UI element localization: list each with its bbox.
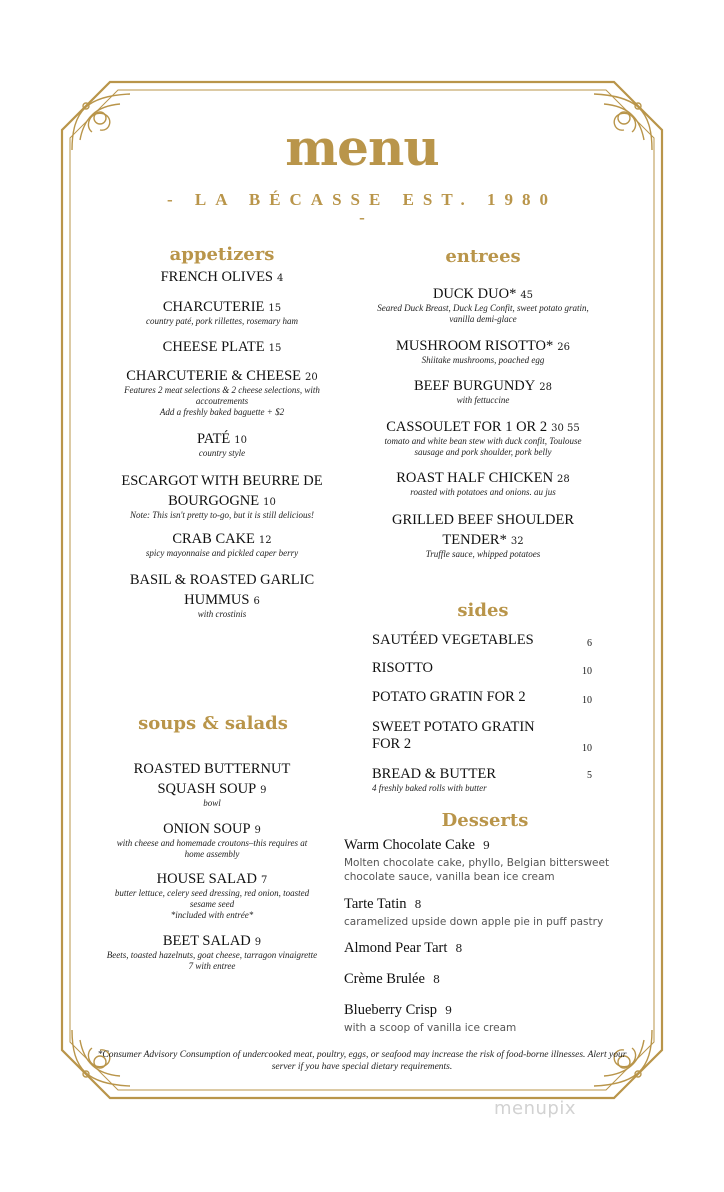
list-item — [372, 375, 594, 406]
item-name: BREAD & BUTTER — [372, 766, 497, 782]
list-item — [344, 968, 644, 988]
menu-title: menu — [285, 118, 439, 177]
list-item — [372, 416, 594, 458]
item-description: roasted with potatoes and onions. au jus — [410, 487, 556, 497]
list-item — [112, 296, 332, 327]
item-price: 28 — [557, 474, 570, 485]
watermark: menupix — [494, 1098, 577, 1119]
item-price: 9 — [445, 1004, 453, 1017]
item-price: 10 — [582, 695, 592, 706]
list-item — [372, 689, 594, 706]
item-price: 10 — [582, 666, 592, 677]
item-price: 20 — [305, 372, 318, 383]
item-price: 5 — [587, 770, 592, 781]
item-price: 28 — [539, 382, 552, 393]
item-price: 32 — [510, 536, 524, 547]
item-description: Molten chocolate cake, phyllo, Belgian bittersweet chocolate sauce, vanilla bean ice cream — [344, 857, 610, 883]
sides-heading: sides — [457, 600, 509, 621]
list-item — [344, 834, 644, 884]
list-item — [372, 632, 594, 649]
desserts-heading: Desserts — [441, 810, 529, 831]
list-item — [372, 660, 594, 677]
item-description-extra: Add a freshly baked baguette + $2 — [159, 407, 285, 417]
item-name: GRILLED BEEF SHOULDER TENDER* — [391, 512, 575, 548]
item-name: HOUSE SALAD — [156, 871, 257, 887]
list-item — [102, 930, 322, 972]
item-name: CASSOULET FOR 1 OR 2 — [386, 419, 548, 435]
item-description: Note: This isn't pretty to-go, but it is still delicious! — [129, 510, 315, 520]
item-description: Features 2 meat selections & 2 cheese selections, with accoutrements — [124, 385, 320, 406]
item-description: caramelized upside down apple pie in puff pastry — [344, 916, 604, 928]
list-item — [112, 758, 312, 809]
item-name: CHARCUTERIE & CHEESE — [126, 368, 302, 384]
item-description: butter lettuce, celery seed dressing, red onion, toasted sesame seed — [114, 888, 310, 909]
list-item — [112, 365, 332, 418]
item-description: with cheese and homemade croutons–this requires at home assembly — [116, 838, 308, 859]
list-item — [112, 428, 332, 459]
list-item — [372, 719, 592, 754]
item-price: 10 — [582, 743, 592, 754]
item-description: tomato and white bean stew with duck confit, Toulouse sausage and pork shoulder, pork belly — [384, 436, 582, 457]
item-name: ONION SOUP — [163, 821, 251, 837]
item-price: 10 — [263, 497, 276, 508]
list-item — [344, 999, 644, 1035]
list-item — [112, 528, 332, 559]
item-price: 9 — [254, 937, 262, 948]
item-description: Seared Duck Breast, Duck Leg Confit, sweet potato gratin, vanilla demi-glace — [377, 303, 589, 324]
item-price: 8 — [455, 942, 463, 955]
item-description: country style — [198, 448, 246, 458]
item-price: 15 — [268, 303, 282, 314]
entrees-heading: entrees — [445, 246, 521, 267]
item-name: BEET SALAD — [162, 933, 251, 949]
item-name: BASIL & ROASTED GARLIC HUMMUS — [129, 572, 315, 608]
item-name: MUSHROOM RISOTTO* — [396, 338, 554, 354]
item-price: 15 — [268, 343, 282, 354]
item-name: ROAST HALF CHICKEN — [396, 470, 554, 486]
item-description: spicy mayonnaise and pickled caper berry — [145, 548, 299, 558]
item-name: POTATO GRATIN FOR 2 — [372, 689, 526, 705]
item-description-extra: *included with entrée* — [170, 910, 254, 920]
item-name: ESCARGOT WITH BEURRE DE BOURGOGNE — [121, 473, 323, 509]
restaurant-subtitle: - LA BÉCASSE EST. 1980 — [167, 190, 557, 209]
item-name: Crème Brulée — [344, 971, 425, 987]
subtitle-dash: - — [359, 208, 365, 227]
list-item — [106, 470, 338, 521]
item-description: with crostinis — [197, 609, 247, 619]
consumer-advisory: *Consumer Advisory Consumption of undercooked meat, poultry, eggs, or seafood may increase the risk of food-borne illnesses. Alert your server if you have special dietary requirements. — [97, 1050, 627, 1072]
item-price: 30 55 — [551, 423, 580, 434]
item-price: 9 — [482, 839, 490, 852]
item-name: SAUTÉED VEGETABLES — [372, 632, 534, 648]
list-item — [344, 893, 644, 929]
soups-heading: soups & salads — [138, 713, 288, 734]
item-description: with a scoop of vanilla ice cream — [344, 1022, 517, 1034]
item-price: 6 — [587, 638, 592, 649]
item-price: 9 — [254, 825, 261, 836]
item-description: country paté, pork rillettes, rosemary ham — [146, 316, 298, 326]
list-item — [372, 467, 594, 498]
item-name: ROASTED BUTTERNUT SQUASH SOUP — [133, 761, 291, 797]
item-description-extra: 7 with entree — [188, 961, 236, 971]
list-item — [112, 569, 332, 620]
item-name: CHEESE PLATE — [162, 339, 265, 355]
item-price: 12 — [258, 535, 272, 546]
list-item — [112, 266, 332, 286]
list-item — [372, 509, 594, 560]
item-description: Truffle sauce, whipped potatoes — [425, 549, 541, 559]
item-description: with fettuccine — [456, 395, 510, 405]
item-name: CRAB CAKE — [172, 531, 255, 547]
list-item — [372, 335, 594, 366]
item-name: Tarte Tatin — [344, 896, 407, 912]
item-description: bowl — [203, 798, 221, 808]
item-description: Beets, toasted hazelnuts, goat cheese, tarragon vinaigrette — [106, 950, 318, 960]
item-name: Warm Chocolate Cake — [344, 837, 475, 853]
item-name: CHARCUTERIE — [162, 299, 265, 315]
item-price: 7 — [260, 875, 268, 886]
appetizers-heading: appetizers — [169, 244, 275, 265]
item-name: FRENCH OLIVES — [160, 269, 273, 285]
list-item — [106, 818, 318, 860]
item-name: Blueberry Crisp — [344, 1002, 438, 1018]
item-price: 10 — [234, 435, 248, 446]
item-price: 4 — [277, 273, 284, 284]
item-price: 6 — [253, 596, 260, 607]
list-item — [344, 937, 644, 957]
item-price: 9 — [260, 785, 267, 796]
list-item — [372, 766, 594, 794]
item-price: 26 — [557, 342, 570, 353]
item-price: 8 — [432, 973, 440, 986]
item-name: BEEF BURGUNDY — [414, 378, 536, 394]
item-price: 8 — [414, 898, 422, 911]
list-item — [372, 283, 594, 325]
item-name: Almond Pear Tart — [344, 940, 448, 956]
item-name: DUCK DUO* — [432, 286, 517, 302]
item-name: RISOTTO — [372, 660, 433, 676]
item-description: Shiitake mushrooms, poached egg — [421, 355, 545, 365]
list-item — [112, 336, 332, 356]
list-item — [106, 868, 318, 921]
item-description: 4 freshly baked rolls with butter — [372, 783, 487, 793]
item-name: SWEET POTATO GRATIN FOR 2 — [372, 719, 535, 752]
item-name: PATÉ — [196, 431, 231, 447]
item-price: 45 — [520, 290, 534, 301]
